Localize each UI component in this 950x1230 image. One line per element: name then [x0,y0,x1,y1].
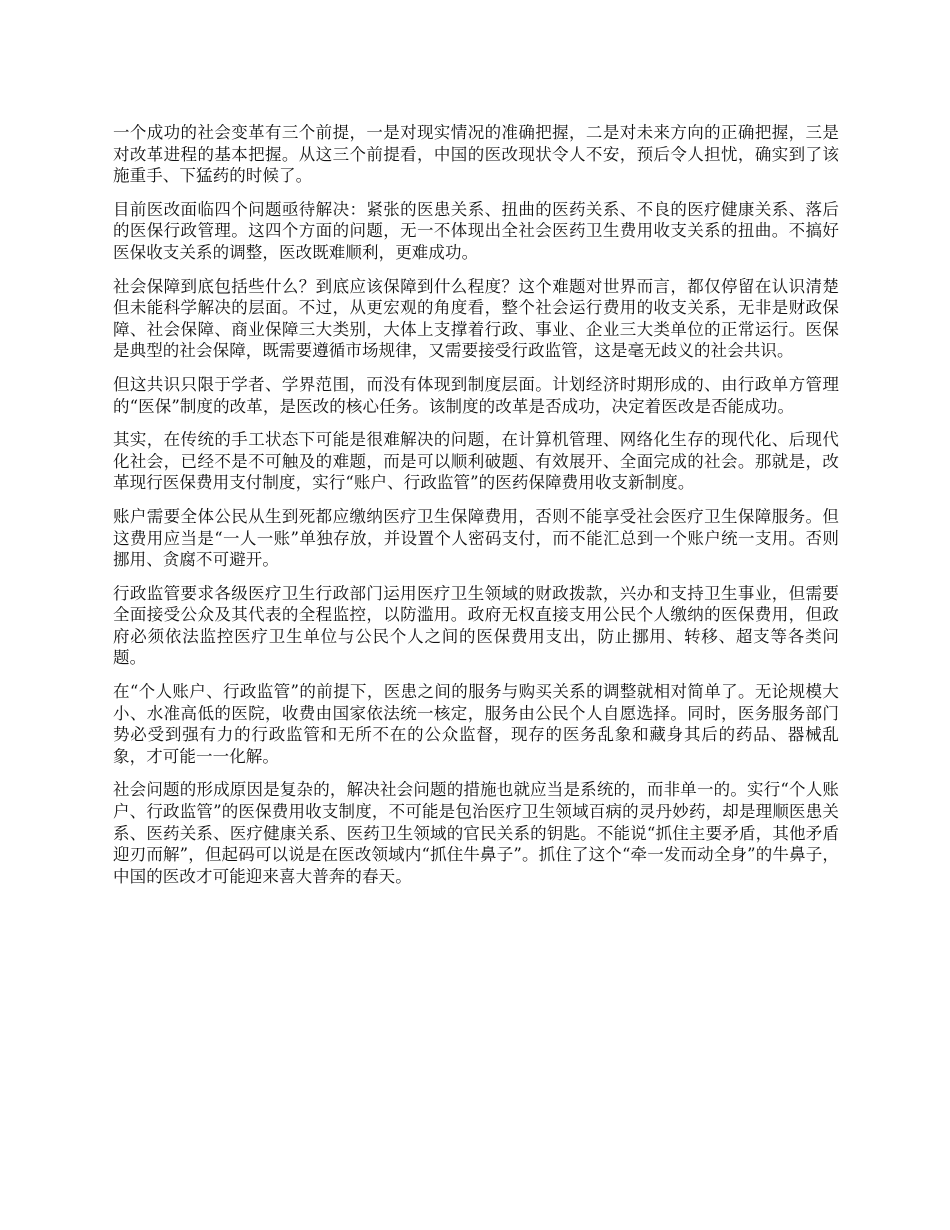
paragraph-2: 目前医改面临四个问题亟待解决：紧张的医患关系、扭曲的医药关系、不良的医疗健康关系、落后的医保行政管理。这四个方面的问题，无一不体现出全社会医药卫生费用收支关系的扭曲。不搞好医保收支关系的调整，医改既难顺利，更难成功。 [113,199,839,262]
paragraph-7: 行政监管要求各级医疗卫生行政部门运用医疗卫生领域的财政拨款，兴办和支持卫生事业，但需要全面接受公众及其代表的全程监控，以防滥用。政府无权直接支用公民个人缴纳的医保费用，但政府必须依法监控医疗卫生单位与公民个人之间的医保费用支出，防止挪用、转移、超支等各类问题。 [113,583,839,668]
document-body [113,122,839,899]
paragraph-5: 其实，在传统的手工状态下可能是很难解决的问题，在计算机管理、网络化生存的现代化、后现代化社会，已经不是不可触及的难题，而是可以顺利破题、有效展开、全面完成的社会。那就是，改革现行医保费用支付制度，实行“账户、行政监管”的医药保障费用收支新制度。 [113,430,839,493]
paragraph-3: 社会保障到底包括些什么？到底应该保障到什么程度？这个难题对世界而言，都仅停留在认识清楚但未能科学解决的层面。不过，从更宏观的角度看，整个社会运行费用的收支关系，无非是财政保障、社会保障、商业保障三大类别，大体上支撑着行政、事业、企业三大类单位的正常运行。医保是典型的社会保障，既需要遵循市场规律，又需要接受行政监管，这是毫无歧义的社会共识。 [113,276,839,361]
paragraph-8: 在“个人账户、行政监管”的前提下，医患之间的服务与购买关系的调整就相对简单了。无论规模大小、水准高低的医院，收费由国家依法统一核定，服务由公民个人自愿选择。同时，医务服务部门势必受到强有力的行政监管和无所不在的公众监督，现存的医务乱象和藏身其后的药品、器械乱象，才可能一一化解。 [113,682,839,766]
paragraph-6: 账户需要全体公民从生到死都应缴纳医疗卫生保障费用，否则不能享受社会医疗卫生保障服务。但这费用应当是“一人一账”单独存放，并设置个人密码支付，而不能汇总到一个账户统一支用。否则挪用、贪腐不可避开。 [113,506,839,570]
paragraph-4: 但这共识只限于学者、学界范围，而没有体现到制度层面。计划经济时期形成的、由行政单方管理的“医保”制度的改革，是医改的核心任务。该制度的改革是否成功，决定着医改是否能成功。 [113,374,839,416]
paragraph-1: 一个成功的社会变革有三个前提，一是对现实情况的准确把握，二是对未来方向的正确把握，三是对改革进程的基本把握。从这三个前提看，中国的医改现状令人不安，预后令人担忧，确实到了该施重手、下猛药的时候了。 [113,123,839,186]
paragraph-9: 社会问题的形成原因是复杂的，解决社会问题的措施也就应当是系统的，而非单一的。实行“个人账户、行政监管”的医保费用收支制度，不可能是包治医疗卫生领域百病的灵丹妙药，却是理顺医患关系、医药关系、医疗健康关系、医药卫生领域的官民关系的钥匙。不能说“抓住主要矛盾，其他矛盾迎刃而解”，但起码可以说是在医改领域内“抓住牛鼻子”。抓住了这个“牵一发而动全身”的牛鼻子，中国的医改才可能迎来喜大普奔的春天。 [113,780,839,886]
